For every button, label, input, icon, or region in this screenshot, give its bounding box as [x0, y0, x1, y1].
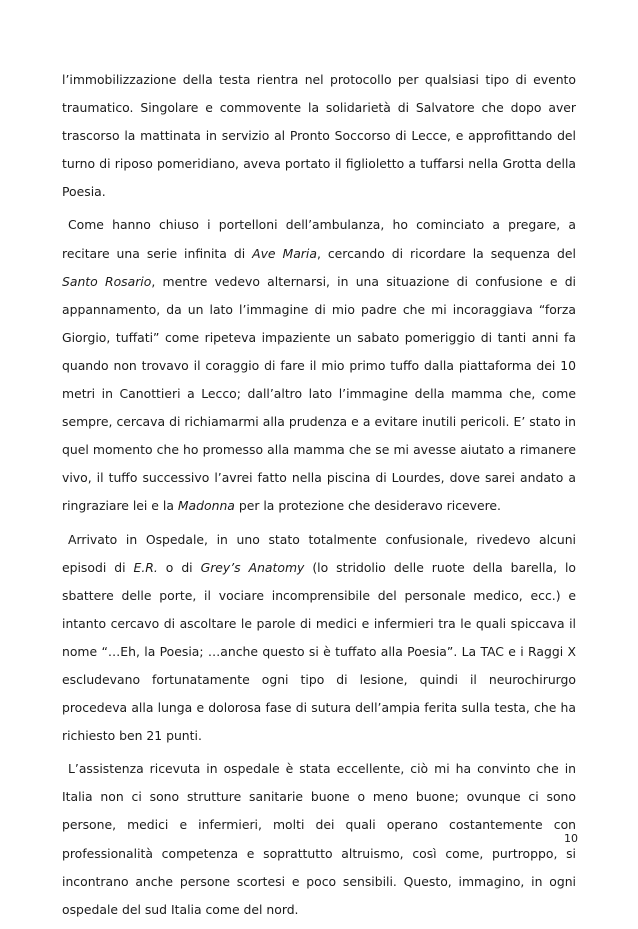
text-run: per la protezione che desideravo ricevere.: [234, 498, 501, 514]
italic-run: E.R.: [133, 559, 158, 575]
paragraph-2: [62, 211, 576, 520]
paragraph-1: [62, 66, 576, 206]
page-number: 10: [564, 832, 578, 845]
document-body: [62, 66, 576, 929]
text-run: , cercando di ricordare la sequenza del: [316, 245, 576, 261]
text-run: L’assistenza ricevuta in ospedale è stata eccellente, ciò mi ha convinto che in Italia non ci sono strutture sanitarie buone o meno buone; ovunque ci sono persone, medici e infermieri, molti dei quali operano costantemente con professionalità competenza e soprattutto altruismo, così come, purtroppo, si incontrano anche persone scortesi e poco sensibili. Questo, immagino, in ogni ospedale del sud Italia come del nord.: [62, 761, 576, 917]
italic-run: Grey’s Anatomy: [200, 559, 305, 575]
italic-run: Madonna: [177, 498, 235, 514]
text-run: , mentre vedevo alternarsi, in una situazione di confusione e di appannamento, da un lato l’immagine di mio padre che mi incoraggiava “forza Giorgio, tuffati” come ripeteva impaziente un sabato pomeriggio di tanti anni fa quando non trovavo il coraggio di fare il mio primo tuffo dalla piattaforma dei 10 metri in Canottieri a Lecco; dall’altro lato l’immagine della mamma che, come sempre, cercava di richiamarmi alla prudenza e a evitare inutili pericoli. E’ stato in quel momento che ho promesso alla mamma che se mi avesse aiutato a rimanere vivo, il tuffo successivo l’avrei fatto nella piscina di Lourdes, dove sarei andato a ringraziare lei e la: [62, 273, 576, 514]
text-run: l’immobilizzazione della testa rientra nel protocollo per qualsiasi tipo di evento traumatico. Singolare e commovente la solidarietà di Salvatore che dopo aver trascorso la mattinata in servizio al Pronto Soccorso di Lecce, e approfittando del turno di riposo pomeridiano, aveva portato il figlioletto a tuffarsi nella Grotta della Poesia.: [62, 72, 576, 200]
italic-run: Santo Rosario: [62, 273, 152, 289]
text-run: o di: [157, 559, 201, 575]
paragraph-4: [62, 755, 576, 924]
italic-run: Ave Maria: [252, 245, 317, 261]
paragraph-3: [62, 526, 576, 751]
text-run: (lo stridolio delle ruote della barella, lo sbattere delle porte, il vociare incomprensibile del personale medico, ecc.) e intanto cercavo di ascoltare le parole di medici e infermieri tra le quali spiccava il nome “…Eh, la Poesia; …anche questo si è tuffato alla Poesia”. La TAC e i Raggi X escludevano fortunatamente ogni tipo di lesione, quindi il neurochirurgo procedeva alla lunga e dolorosa fase di sutura dell’ampia ferita sulla testa, che ha richiesto ben 21 punti.: [62, 559, 576, 744]
text-run: Arrivato in Ospedale, in uno stato totalmente confusionale, rivedevo alcuni episodi di: [62, 531, 576, 575]
text-run: Come hanno chiuso i portelloni dell’ambulanza, ho cominciato a pregare, a recitare una serie infinita di: [62, 217, 576, 261]
